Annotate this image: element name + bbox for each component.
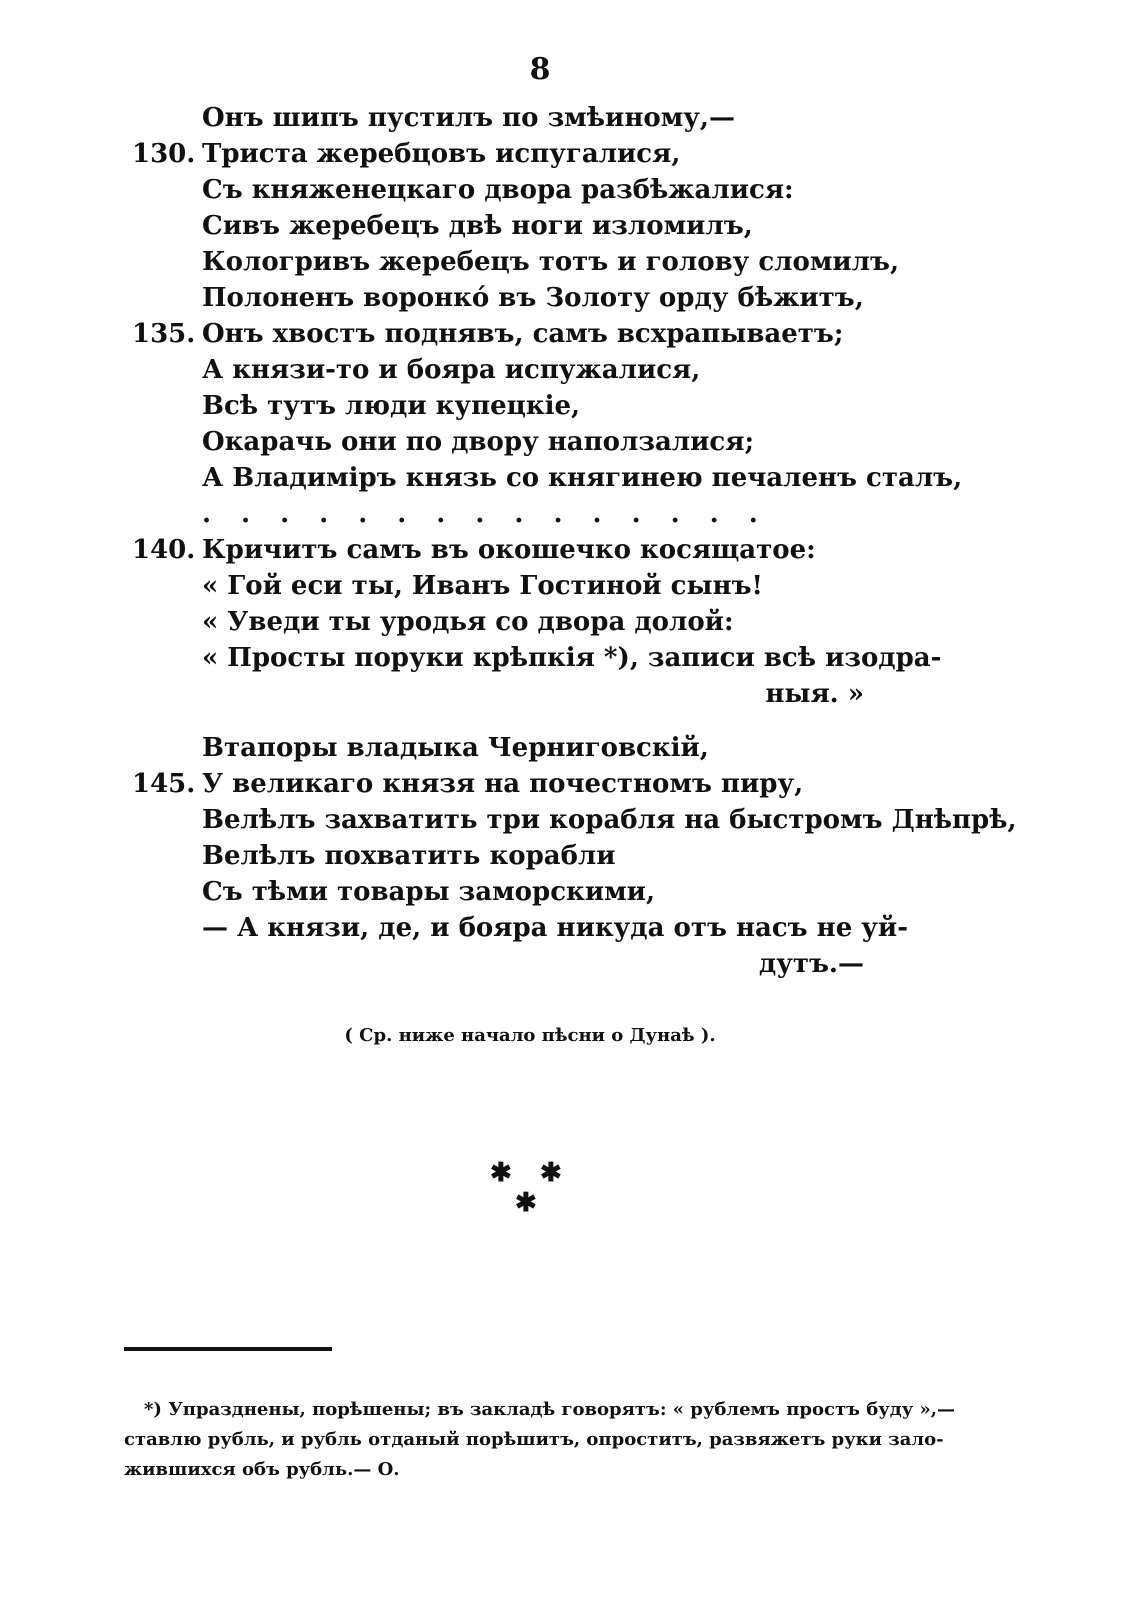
verse-text: А Владиміръ князь со княгинею печаленъ сталъ, [202, 463, 963, 493]
omission-dots: ............... [202, 499, 788, 529]
verse-line [0, 388, 1140, 424]
verse-text: Триста жеребцовъ испугалися, [202, 139, 681, 169]
verse-text: У великаго князя на почестномъ пиру, [202, 769, 804, 799]
line-number: 145. [132, 769, 196, 799]
verse-line [0, 532, 1140, 568]
verse-line [0, 100, 1140, 136]
verse-text: Сивъ жеребецъ двѣ ноги изломилъ, [202, 211, 753, 241]
verse-line [0, 640, 1140, 676]
verse-block [0, 100, 1140, 982]
ellipsis-line [0, 496, 1140, 532]
star-icon: ✱ [515, 1188, 537, 1218]
verse-gap [0, 712, 1140, 730]
verse-text: Съ тѣми товары заморскими, [202, 877, 656, 907]
verse-text: Кологривъ жеребецъ тотъ и голову сломилъ, [202, 247, 900, 277]
verse-text: Втапоры владыка Черниговскій, [202, 733, 709, 763]
verse-text: Всѣ тутъ люди купецкіе, [202, 391, 581, 421]
verse-text: ныя. » [765, 679, 864, 709]
verse-text: Велѣлъ похватить корабли [202, 841, 616, 871]
star-icon: ✱ [540, 1158, 562, 1188]
verse-text: Полоненъ воронкó въ Золоту орду бѣжитъ, [202, 283, 864, 313]
verse-line [0, 424, 1140, 460]
verse-text: Велѣлъ захватить три корабля на быстромъ Днѣпрѣ, [202, 805, 1017, 835]
verse-line [0, 874, 1140, 910]
verse-line [0, 604, 1140, 640]
verse-line [0, 244, 1140, 280]
verse-line [0, 316, 1140, 352]
footnote-line: *) Упразднены, порѣшены; въ закладѣ говорятъ: « рублемъ простъ буду »,— [144, 1399, 956, 1420]
verse-line [0, 766, 1140, 802]
verse-line [0, 568, 1140, 604]
verse-line-continuation [0, 946, 1140, 982]
verse-line [0, 910, 1140, 946]
verse-line [0, 172, 1140, 208]
verse-line [0, 208, 1140, 244]
verse-line [0, 730, 1140, 766]
verse-text: Онъ хвостъ поднявъ, самъ всхрапываетъ; [202, 319, 844, 349]
footnote [124, 1395, 956, 1485]
verse-line [0, 838, 1140, 874]
star-icon: ✱ [490, 1158, 512, 1188]
verse-text: дутъ.— [758, 949, 864, 979]
verse-text: « Гой еси ты, Иванъ Гостиной сынъ! [202, 571, 763, 601]
verse-line [0, 460, 1140, 496]
verse-line [0, 136, 1140, 172]
footnote-line: жившихся объ рубль.— О. [124, 1459, 400, 1480]
verse-text: Онъ шипъ пустилъ по змѣиному,— [202, 103, 735, 133]
verse-text: « Просты поруки крѣпкія *), записи всѣ изодра- [202, 643, 942, 673]
verse-text: Кричитъ самъ въ окошечко косящатое: [202, 535, 816, 565]
line-number: 135. [132, 319, 196, 349]
line-number: 130. [132, 139, 196, 169]
verse-line-continuation [0, 676, 1140, 712]
footnote-line: ставлю рубль, и рубль отданый порѣшитъ, опроститъ, развяжетъ руки зало- [124, 1429, 944, 1450]
verse-line [0, 802, 1140, 838]
verse-line [0, 280, 1140, 316]
verse-text: Окарачь они по двору наползалися; [202, 427, 755, 457]
verse-text: А князи-то и бояра испужалися, [202, 355, 701, 385]
footnote-divider [124, 1347, 332, 1351]
verse-text: « Уведи ты уродья со двора долой: [202, 607, 734, 637]
verse-text: — А князи, де, и бояра никуда отъ насъ не уй- [202, 913, 909, 943]
cross-reference-note: ( Ср. ниже начало пѣсни о Дунаѣ ). [344, 1025, 716, 1046]
verse-text: Съ княженецкаго двора разбѣжалися: [202, 175, 794, 205]
asterism-ornament [490, 1158, 580, 1228]
verse-line [0, 352, 1140, 388]
page-number: 8 [529, 52, 551, 87]
line-number: 140. [132, 535, 196, 565]
